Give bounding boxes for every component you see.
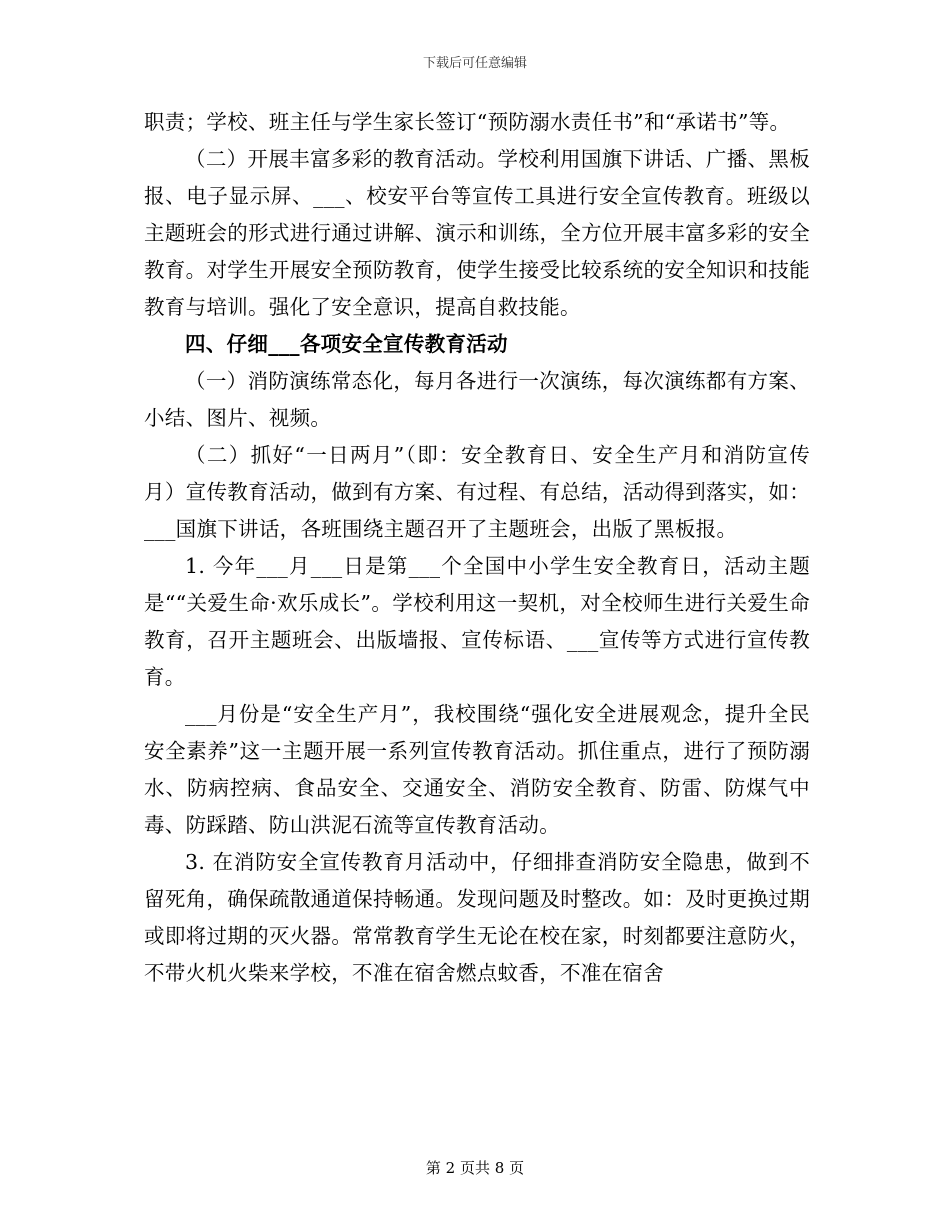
section-heading: 四、仔细___各项安全宣传教育活动 (185, 332, 508, 356)
document-body (144, 104, 810, 992)
paragraph-fire-drill: （一）消防演练常态化，每月各进行一次演练，每次演练都有方案、小结、图片、视频。 (144, 369, 810, 430)
paragraph-education-activities: （二）开展丰富多彩的教育活动。学校利用国旗下讲话、广播、黑板报、电子显示屏、___、校安平台等宣传工具进行安全宣传教育。班级以主题班会的形式进行通过讲解、演示和训练，全方位开展丰富多彩的安全教育。对学生开展安全预防教育，使学生接受比较系统的安全知识和技能教育与培训。强化了安全意识，提高自救技能。 (144, 147, 810, 319)
paragraph-item-3: 3. 在消防安全宣传教育月活动中，仔细排查消防安全隐患，做到不留死角，确保疏散通道保持畅通。发现问题及时整改。如：及时更换过期或即将过期的灭火器。常常教育学生无论在校在家，时刻都要注意防火，不带火机火柴来学校，不准在宿舍燃点蚊香，不准在宿舍 (144, 850, 810, 985)
page-header: 下载后可任意编辑 (422, 56, 527, 71)
paragraph-one-day-two-months: （二）抓好“一日两月”（即：安全教育日、安全生产月和消防宣传月）宣传教育活动，做到有方案、有过程、有总结，活动得到落实，如：___国旗下讲话，各班围绕主题召开了主题班会，出版了黑板报。 (144, 443, 810, 541)
paragraph-continuation: 职责；学校、班主任与学生家长签订“预防溺水责任书”和“承诺书”等。 (144, 110, 791, 134)
paragraph-safety-month: ___月份是“安全生产月”，我校围绕“强化安全进展观念，提升全民安全素养”这一主题开展一系列宣传教育活动。抓住重点，进行了预防溺水、防病控病、食品安全、交通安全、消防安全教育、防雷、防煤气中毒、防踩踏、防山洪泥石流等宣传教育活动。 (144, 702, 810, 837)
paragraph-item-1: 1. 今年___月___日是第___个全国中小学生安全教育日，活动主题是““关爱生命·欢乐成长”。学校利用这一契机，对全校师生进行关爱生命教育，召开主题班会、出版墙报、宣传标语、___宣传等方式进行宣传教育。 (144, 554, 810, 689)
page-footer: 第 2 页共 8 页 (425, 1159, 525, 1177)
